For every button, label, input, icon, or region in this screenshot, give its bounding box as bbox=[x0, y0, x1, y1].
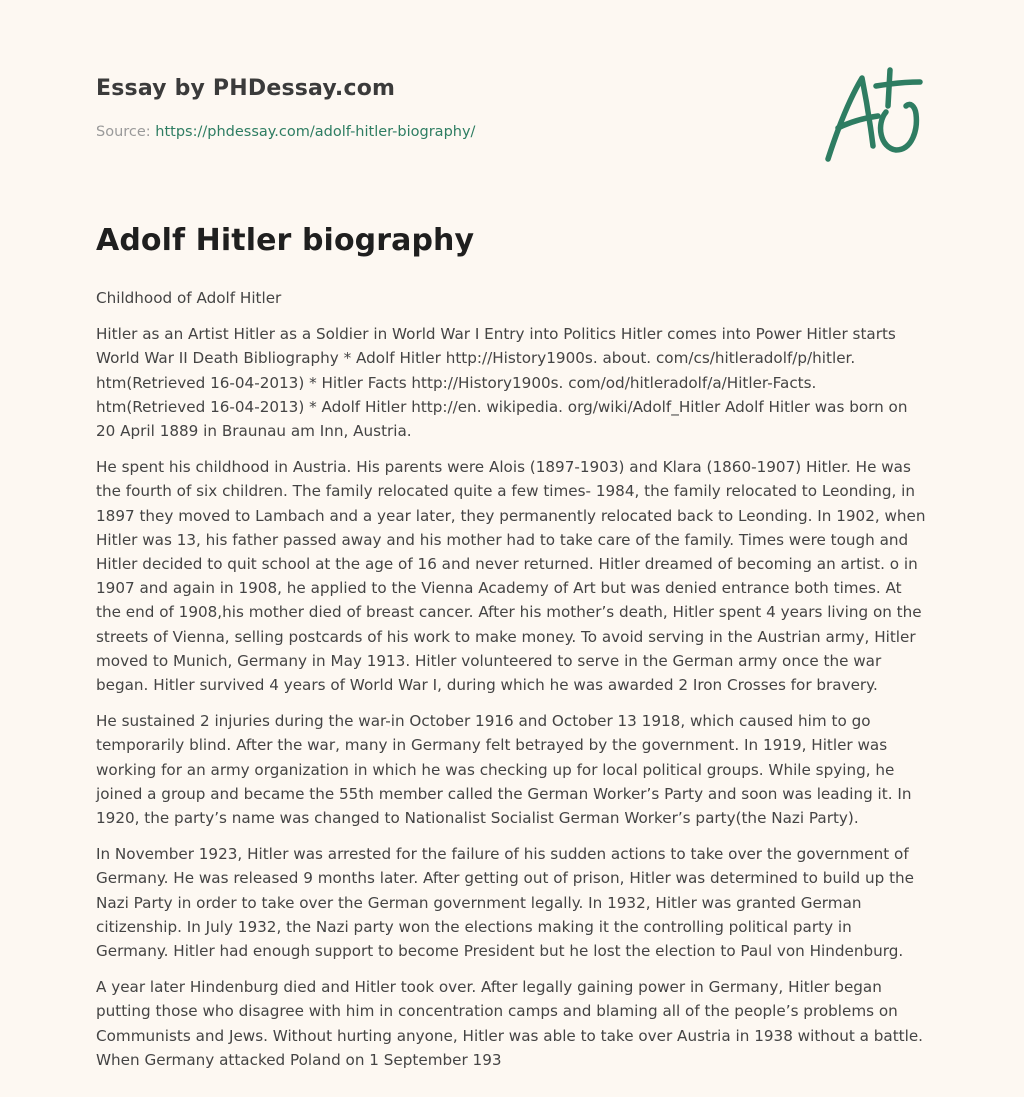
source-label: Source: bbox=[96, 124, 156, 140]
essay-paragraph: He sustained 2 injuries during the war-in October 1916 and October 13 1918, which caused him to go temporarily blind. After the war, many in Germany felt betrayed by the government. In 1919, Hitler was working for an army organization in which he was checking up for local political groups. While spying, he joined a group and became the 55th member called the German Worker’s Party and soon was leading it. In 1920, the party’s name was changed to Nationalist Socialist German Worker’s party(the Nazi Party). bbox=[96, 712, 912, 828]
site-brand: Essay by PHDessay.com bbox=[96, 76, 396, 101]
source-link[interactable]: https://phdessay.com/adolf-hitler-biography/ bbox=[155, 124, 476, 140]
essay-subtitle: Childhood of Adolf Hitler bbox=[96, 289, 282, 307]
essay-paragraph: Hitler as an Artist Hitler as a Soldier in World War I Entry into Politics Hitler comes into Power Hitler starts World War II Death Bibliography * Adolf Hitler http://History1900s. about. com/cs/hitleradolf/p/hitler. htm(Retrieved 16-04-2013) * Hitler Facts http://History1900s. com/od/hitleradolf/a/Hitler-Facts. htm(Retrieved 16-04-2013) * Adolf Hitler http://en. wikipedia. org/wiki/Adolf_Hitler Adolf Hitler was born on 20 April 1889 in Braunau am Inn, Austria. bbox=[96, 325, 908, 441]
essay-paragraph: A year later Hindenburg died and Hitler took over. After legally gaining power in Germany, Hitler began putting those who disagree with him in concentration camps and blaming all of the people’s problems on Communists and Jews. Without hurting anyone, Hitler was able to take over Austria in 1938 without a battle. When Germany attacked Poland on 1 September 193 bbox=[96, 978, 923, 1069]
essay-paragraph: He spent his childhood in Austria. His parents were Alois (1897-1903) and Klara (1860-1907) Hitler. He was the fourth of six children. The family relocated quite a few times- 1984, the family relocated to Leonding, in 1897 they moved to Lambach and a year later, they permanently relocated back to Leonding. In 1902, when Hitler was 13, his father passed away and his mother had to take care of the family. Times were tough and Hitler decided to quit school at the age of 16 and never returned. Hitler dreamed of becoming an artist. o in 1907 and again in 1908, he applied to the Vienna Academy of Art but was denied entrance both times. At the end of 1908,his mother died of breast cancer. After his mother’s death, Hitler spent 4 years living on the streets of Vienna, selling postcards of his work to make money. To avoid serving in the Austrian army, Hitler moved to Munich, Germany in May 1913. Hitler volunteered to serve in the German army once the war began. Hitler survived 4 years of World War I, during which he was awarded 2 Iron Crosses for bravery. bbox=[96, 458, 926, 695]
essay-paragraph: In November 1923, Hitler was arrested for the failure of his sudden actions to take over the government of Germany. He was released 9 months later. After getting out of prison, Hitler was determined to build up the Nazi Party in order to take over the German government legally. In 1932, Hitler was granted German citizenship. In July 1932, the Nazi party won the elections making it the controlling political party in Germany. Hitler had enough support to become President but he lost the election to Paul von Hindenburg. bbox=[96, 845, 914, 961]
essay-body bbox=[96, 286, 928, 1084]
essay-title: Adolf Hitler biography bbox=[96, 223, 475, 258]
a-plus-logo-icon bbox=[820, 66, 930, 166]
source-line bbox=[96, 124, 475, 140]
